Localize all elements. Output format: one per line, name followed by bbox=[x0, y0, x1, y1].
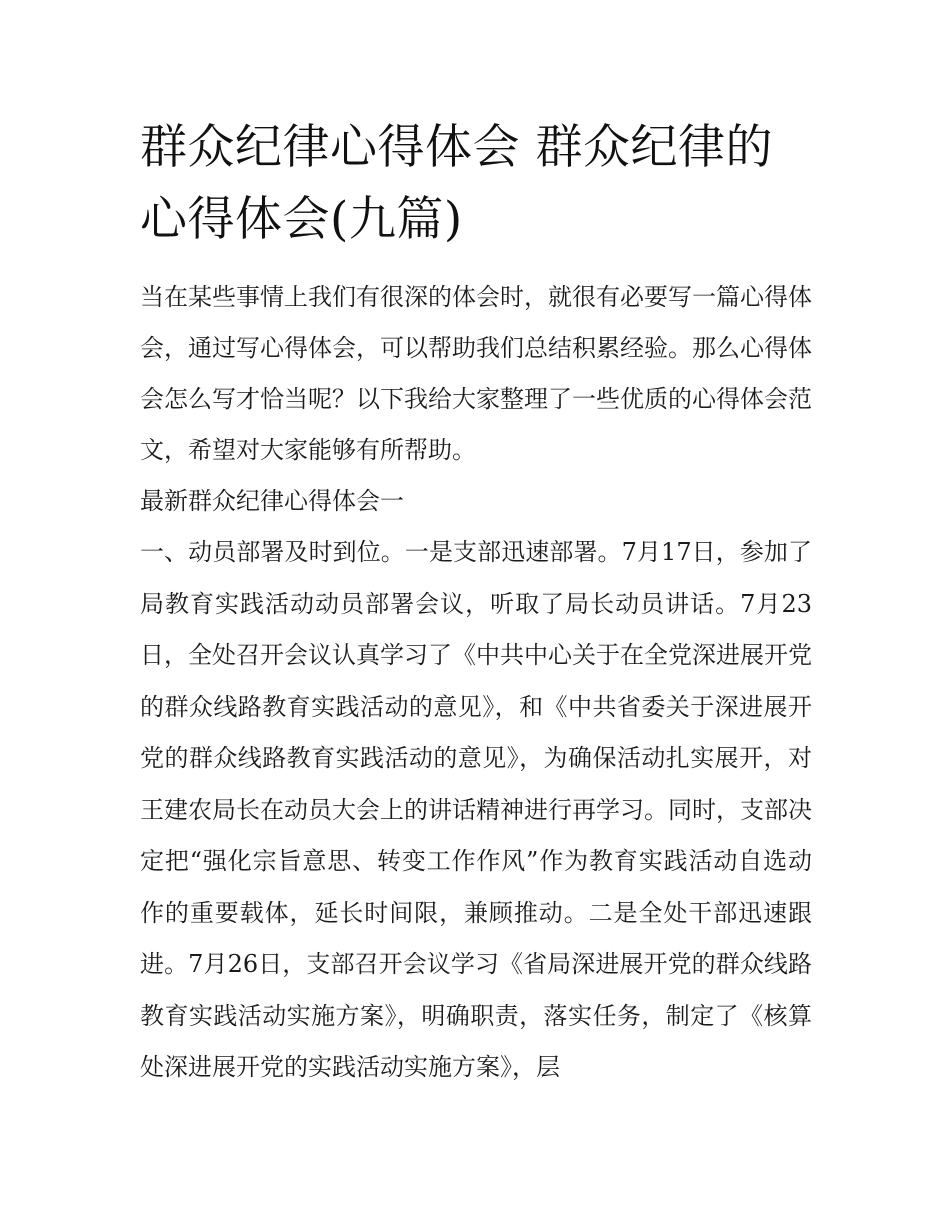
body-paragraph: 一、动员部署及时到位。一是支部迅速部署。7月17日，参加了局教育实践活动动员部署会议，听取了局长动员讲话。7月23日，全处召开会议认真学习了《中共中心关于在全党深进展开党的群众线路教育实践活动的意见》，和《中共省委关于深进展开党的群众线路教育实践活动的意见》，为确保活动扎实展开，对王建农局长在动员大会上的讲话精神进行再学习。同时，支部决定把“强化宗旨意思、转变工作作风”作为教育实践活动自选动作的重要载体，延长时间限，兼顾推动。二是全处干部迅速跟进。7月26日，支部召开会议学习《省局深进展开党的群众线路教育实践活动实施方案》，明确职责，落实任务，制定了《核算处深进展开党的实践活动实施方案》，层 bbox=[140, 538, 812, 1081]
intro-paragraph: 当在某些事情上我们有很深的体会时，就很有必要写一篇心得体会，通过写心得体会，可以帮助我们总结积累经验。那么心得体会怎么写才恰当呢？以下我给大家整理了一些优质的心得体会范文，希望对大家能够有所帮助。 bbox=[140, 283, 812, 464]
document-title: 群众纪律心得体会 群众纪律的心得体会(九篇) bbox=[140, 120, 773, 247]
section-heading: 最新群众纪律心得体会一 bbox=[140, 487, 404, 515]
document-content bbox=[140, 112, 812, 1094]
